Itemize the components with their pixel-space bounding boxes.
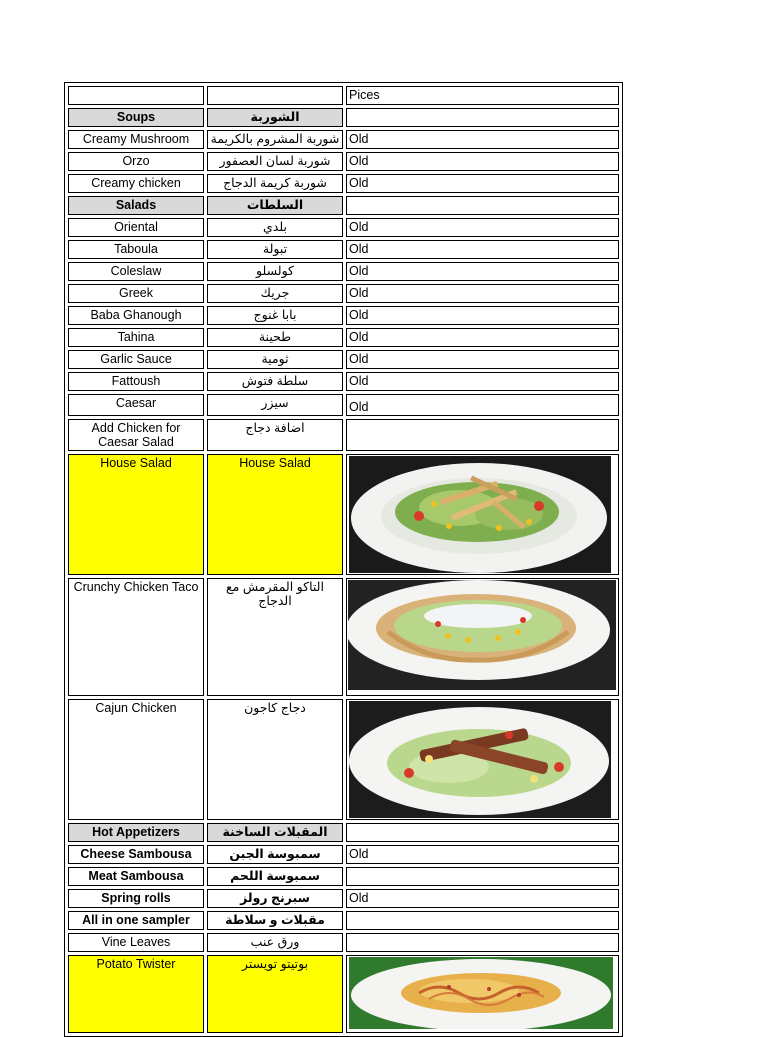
item-status: Old bbox=[346, 328, 619, 347]
item-status: Old bbox=[346, 284, 619, 303]
house-salad-photo bbox=[346, 454, 619, 575]
section-header-row bbox=[68, 823, 619, 842]
section-header-row bbox=[68, 196, 619, 215]
item-name-ar: تبولة bbox=[207, 240, 343, 259]
table-row bbox=[68, 372, 619, 391]
item-name-en: Taboula bbox=[68, 240, 204, 259]
item-status: Old bbox=[346, 394, 619, 416]
item-name-ar: شوربة المشروم بالكريمة bbox=[207, 130, 343, 149]
item-status: Old bbox=[346, 350, 619, 369]
item-status: Old bbox=[346, 372, 619, 391]
table-row bbox=[68, 889, 619, 908]
table-row bbox=[68, 152, 619, 171]
item-name-ar: سلطة فتوش bbox=[207, 372, 343, 391]
item-name-ar: سمبوسة اللحم bbox=[207, 867, 343, 886]
potato-twister-photo bbox=[346, 955, 619, 1033]
item-name-en: Potato Twister bbox=[68, 955, 204, 1033]
table-row bbox=[68, 933, 619, 952]
section-title-en: Salads bbox=[68, 196, 204, 215]
table-row bbox=[68, 284, 619, 303]
item-name-ar: اضافة دجاج bbox=[207, 419, 343, 451]
table-row bbox=[68, 328, 619, 347]
potato-plate-image bbox=[349, 957, 613, 1029]
table-row bbox=[68, 306, 619, 325]
item-name-ar: طحينة bbox=[207, 328, 343, 347]
item-name-en: Cajun Chicken bbox=[68, 699, 204, 820]
table-row bbox=[68, 240, 619, 259]
table-row bbox=[68, 419, 619, 451]
item-name-en: Meat Sambousa bbox=[68, 867, 204, 886]
cell-note bbox=[346, 419, 619, 451]
item-name-en: Creamy Mushroom bbox=[68, 130, 204, 149]
taco-plate-image bbox=[348, 580, 616, 690]
item-name-en: House Salad bbox=[68, 454, 204, 575]
table-row bbox=[68, 394, 619, 416]
item-name-ar: ورق عنب bbox=[207, 933, 343, 952]
table-row bbox=[68, 350, 619, 369]
item-status: Old bbox=[346, 152, 619, 171]
menu-table bbox=[64, 82, 623, 1037]
cell-note bbox=[346, 196, 619, 215]
item-name-ar: مقبلات و سلاطة bbox=[207, 911, 343, 930]
item-status: Old bbox=[346, 845, 619, 864]
item-name-en: Tahina bbox=[68, 328, 204, 347]
item-name-en: Coleslaw bbox=[68, 262, 204, 281]
table-row bbox=[68, 86, 619, 105]
table-row bbox=[68, 955, 619, 1033]
item-name-en: Cheese Sambousa bbox=[68, 845, 204, 864]
table-row bbox=[68, 911, 619, 930]
item-name-ar: دجاج كاجون bbox=[207, 699, 343, 820]
item-name-ar: جريك bbox=[207, 284, 343, 303]
cajun-plate-image bbox=[349, 701, 611, 818]
item-status: Old bbox=[346, 889, 619, 908]
item-name-en: Baba Ghanough bbox=[68, 306, 204, 325]
item-name-en: Vine Leaves bbox=[68, 933, 204, 952]
item-name-ar: شوربة لسان العصفور bbox=[207, 152, 343, 171]
item-name-ar: كولسلو bbox=[207, 262, 343, 281]
cajun-chicken-photo bbox=[346, 699, 619, 820]
table-row bbox=[68, 218, 619, 237]
cell-ar bbox=[207, 86, 343, 105]
item-status: Old bbox=[346, 240, 619, 259]
section-title-en: Hot Appetizers bbox=[68, 823, 204, 842]
item-name-en: All in one sampler bbox=[68, 911, 204, 930]
table-row bbox=[68, 174, 619, 193]
item-status: Old bbox=[346, 218, 619, 237]
table-row bbox=[68, 845, 619, 864]
item-name-en: Garlic Sauce bbox=[68, 350, 204, 369]
table-row bbox=[68, 454, 619, 575]
item-name-ar: سمبوسة الجبن bbox=[207, 845, 343, 864]
cell-en bbox=[68, 86, 204, 105]
section-title-ar: المقبلات الساخنة bbox=[207, 823, 343, 842]
table-row bbox=[68, 699, 619, 820]
cell-note bbox=[346, 108, 619, 127]
item-status: Old bbox=[346, 130, 619, 149]
item-name-en: Add Chicken for Caesar Salad bbox=[68, 419, 204, 451]
item-name-ar: شوربة كريمة الدجاج bbox=[207, 174, 343, 193]
item-name-en: Greek bbox=[68, 284, 204, 303]
item-name-en: Crunchy Chicken Taco bbox=[68, 578, 204, 696]
item-name-en: Fattoush bbox=[68, 372, 204, 391]
item-name-ar: بلدي bbox=[207, 218, 343, 237]
item-name-ar: سبرنج رولز bbox=[207, 889, 343, 908]
table-row bbox=[68, 867, 619, 886]
item-status: Old bbox=[346, 174, 619, 193]
table-row bbox=[68, 578, 619, 696]
table-row bbox=[68, 130, 619, 149]
item-name-en: Caesar bbox=[68, 394, 204, 416]
cell-note bbox=[346, 933, 619, 952]
item-name-ar: سيزر bbox=[207, 394, 343, 416]
table-row bbox=[68, 262, 619, 281]
item-name-ar: بوتيتو تويستر bbox=[207, 955, 343, 1033]
cell-note-header: Pices bbox=[346, 86, 619, 105]
item-name-ar: House Salad bbox=[207, 454, 343, 575]
item-name-ar: ثومية bbox=[207, 350, 343, 369]
item-name-ar: التاكو المقرمش مع الدجاج bbox=[207, 578, 343, 696]
item-name-ar: بابا غنوج bbox=[207, 306, 343, 325]
item-name-en: Spring rolls bbox=[68, 889, 204, 908]
item-status: Old bbox=[346, 262, 619, 281]
cell-note bbox=[346, 911, 619, 930]
item-name-en: Oriental bbox=[68, 218, 204, 237]
cell-note bbox=[346, 823, 619, 842]
item-name-en: Orzo bbox=[68, 152, 204, 171]
section-header-row bbox=[68, 108, 619, 127]
section-title-en: Soups bbox=[68, 108, 204, 127]
section-title-ar: السلطات bbox=[207, 196, 343, 215]
section-title-ar: الشوربة bbox=[207, 108, 343, 127]
item-name-en: Creamy chicken bbox=[68, 174, 204, 193]
chicken-taco-photo bbox=[346, 578, 619, 696]
salad-plate-image bbox=[349, 456, 611, 573]
item-status: Old bbox=[346, 306, 619, 325]
item-status bbox=[346, 867, 619, 886]
